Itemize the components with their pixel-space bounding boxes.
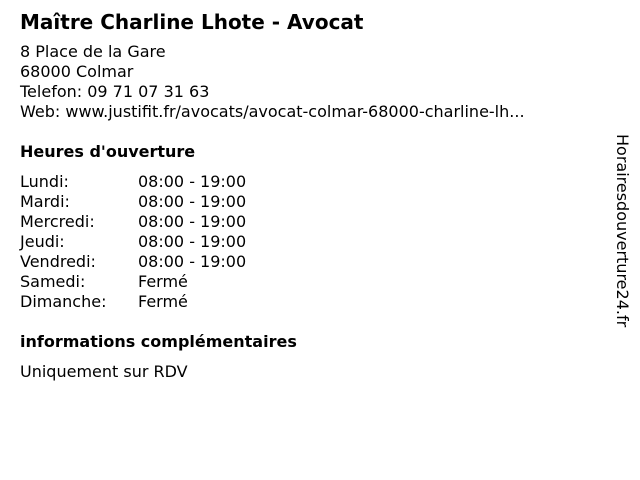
phone-number: Telefon: 09 71 07 31 63 xyxy=(20,82,210,101)
address-street: 8 Place de la Gare xyxy=(20,42,166,61)
address-city: 68000 Colmar xyxy=(20,62,134,81)
time-value: 08:00 - 19:00 xyxy=(138,192,247,211)
info-text: Uniquement sur RDV xyxy=(20,362,188,381)
hours-row-thursday xyxy=(20,232,600,252)
day-label: Samedi: xyxy=(20,272,86,291)
hours-table xyxy=(20,172,600,312)
site-watermark xyxy=(612,134,634,374)
time-value: 08:00 - 19:00 xyxy=(138,212,247,231)
day-label: Vendredi: xyxy=(20,252,96,271)
day-label: Dimanche: xyxy=(20,292,107,311)
hours-row-tuesday xyxy=(20,192,600,212)
hours-heading: Heures d'ouverture xyxy=(20,142,196,161)
info-heading: informations complémentaires xyxy=(20,332,297,351)
time-value: 08:00 - 19:00 xyxy=(138,232,247,251)
hours-row-friday xyxy=(20,252,600,272)
business-card xyxy=(20,8,600,382)
day-label: Mardi: xyxy=(20,192,70,211)
time-value: 08:00 - 19:00 xyxy=(138,172,247,191)
hours-row-wednesday xyxy=(20,212,600,232)
time-value: Fermé xyxy=(138,272,188,291)
time-value: 08:00 - 19:00 xyxy=(138,252,247,271)
time-value: Fermé xyxy=(138,292,188,311)
hours-row-saturday xyxy=(20,272,600,292)
hours-row-monday xyxy=(20,172,600,192)
watermark-text: Horairesdouverture24.fr xyxy=(613,134,632,328)
day-label: Jeudi: xyxy=(20,232,65,251)
business-name: Maître Charline Lhote - Avocat xyxy=(20,10,364,34)
website-link[interactable]: Web: www.justifit.fr/avocats/avocat-colmar-68000-charline-lh... xyxy=(20,102,525,121)
hours-row-sunday xyxy=(20,292,600,312)
day-label: Lundi: xyxy=(20,172,69,191)
day-label: Mercredi: xyxy=(20,212,95,231)
